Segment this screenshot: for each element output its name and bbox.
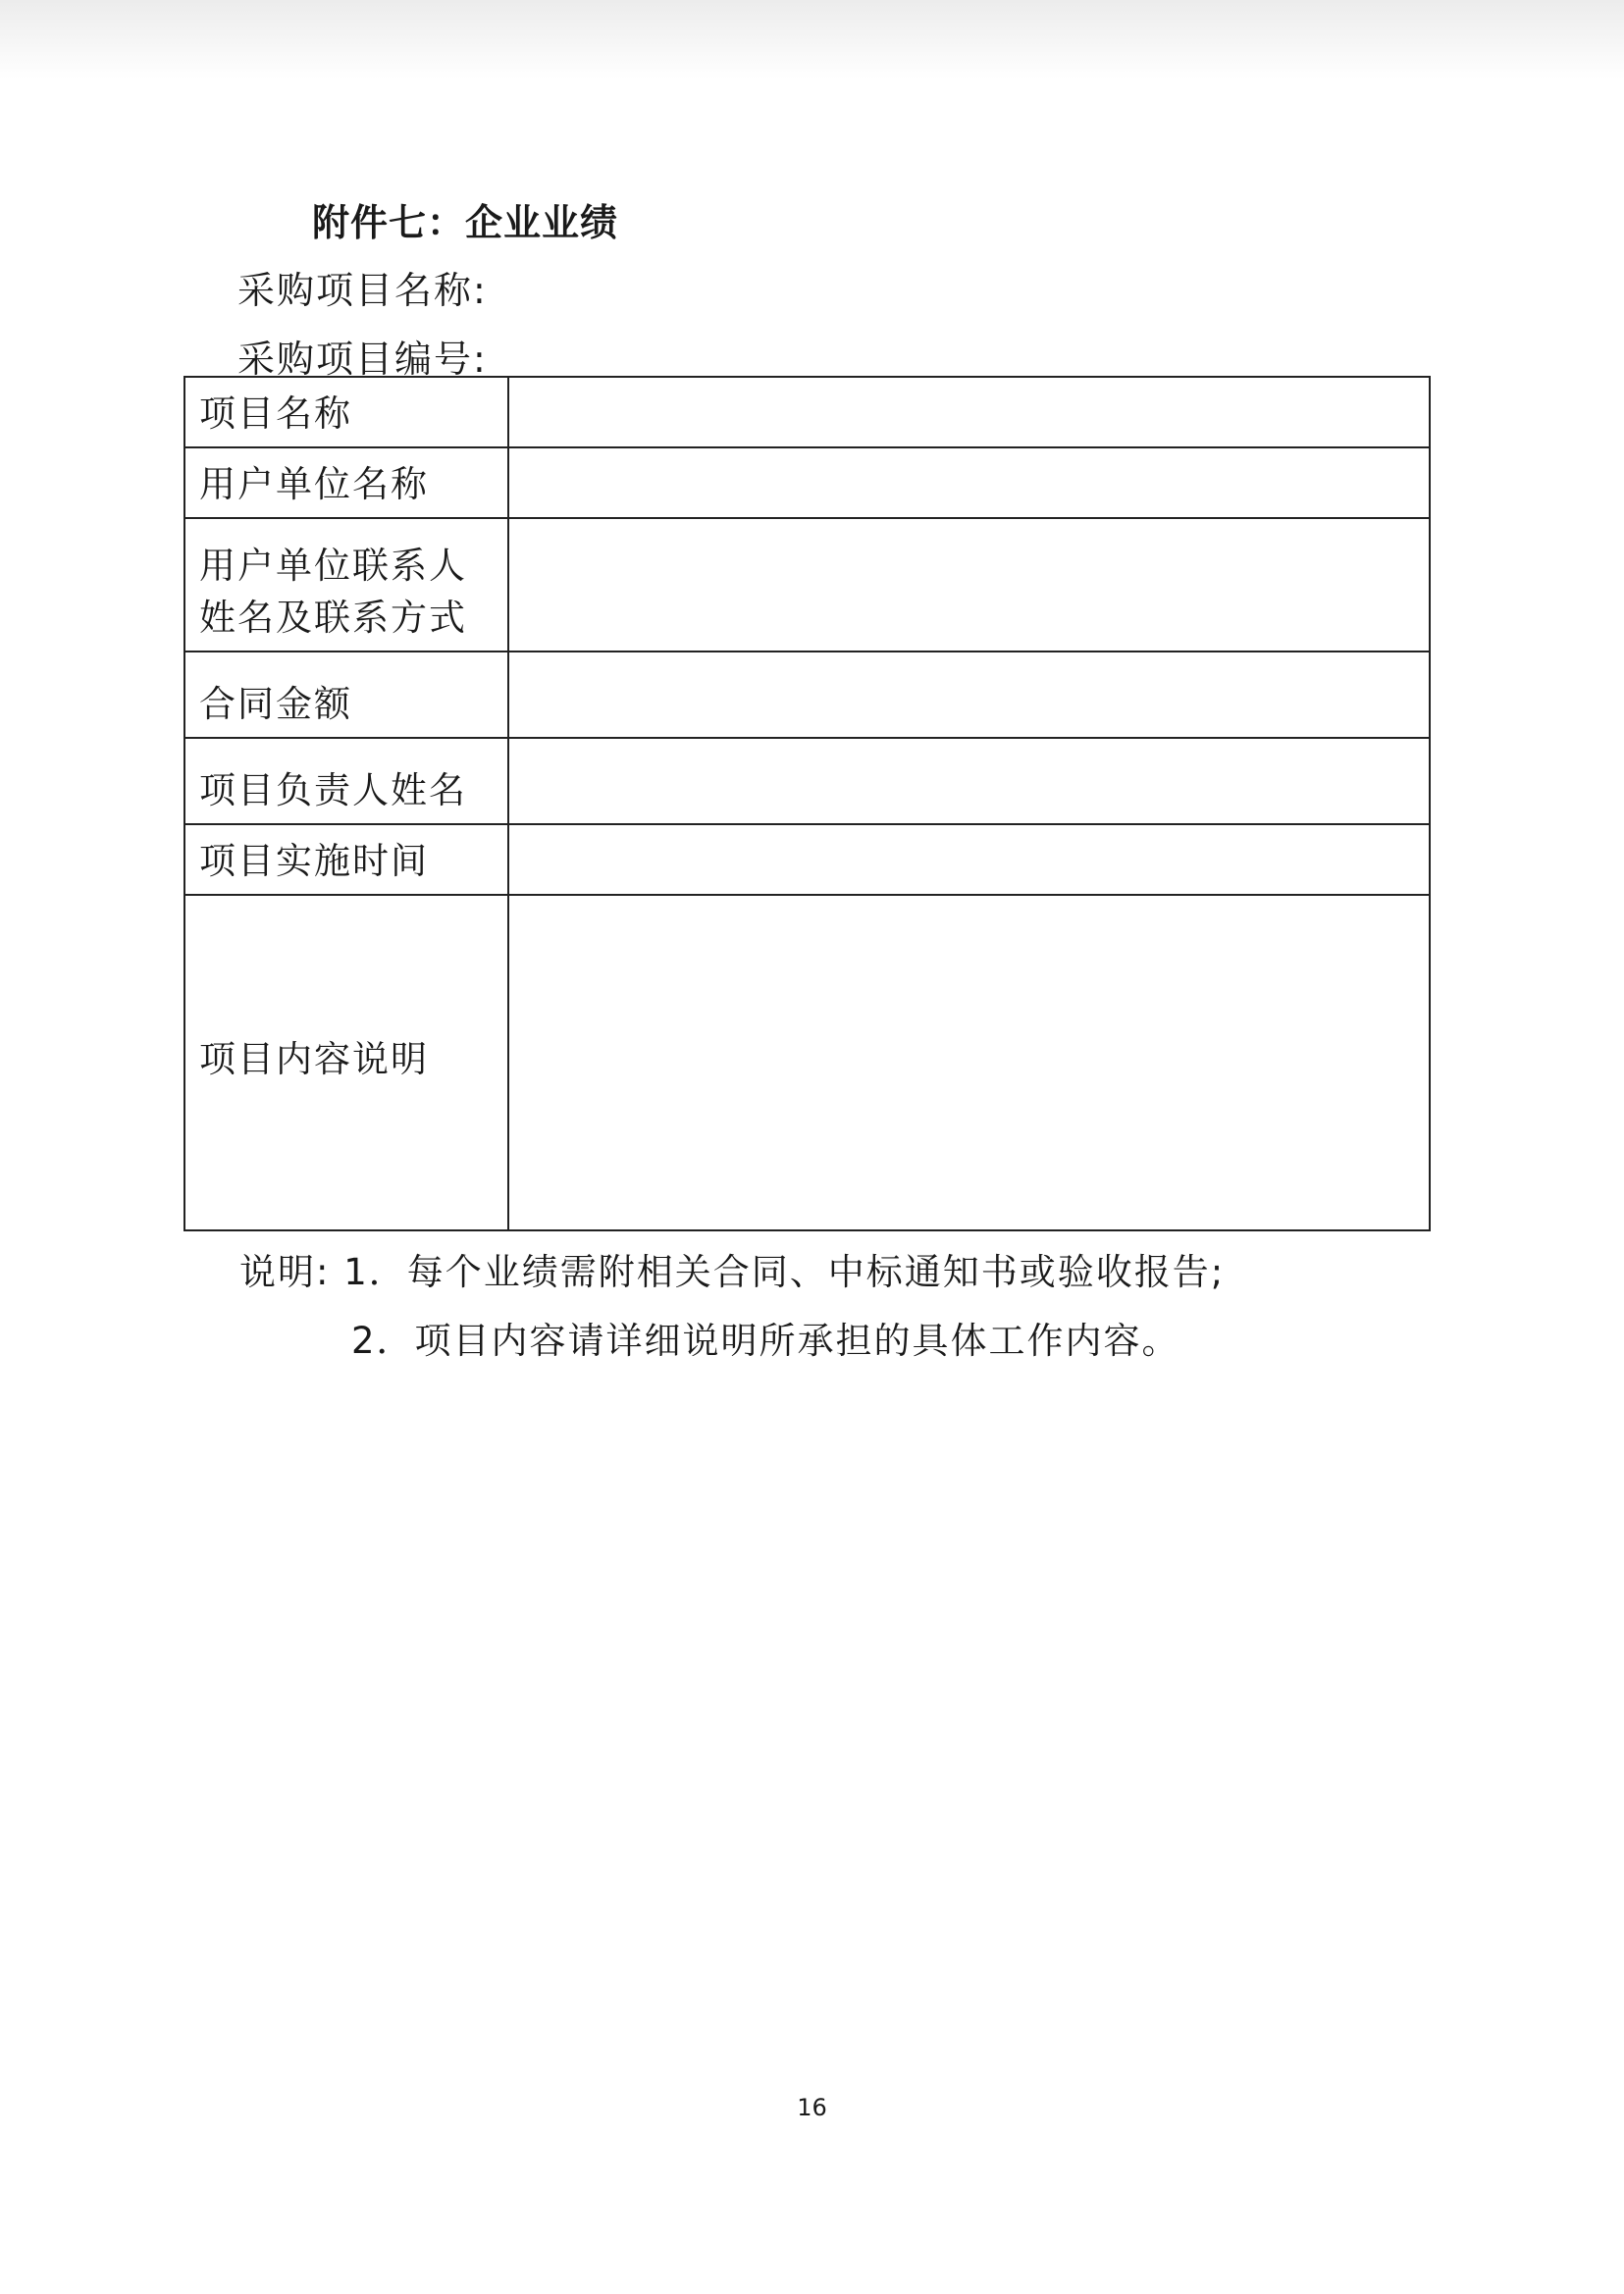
row-value-project-leader [508, 738, 1430, 824]
row-value-project-content [508, 895, 1430, 1230]
row-value-contract-amount [508, 652, 1430, 738]
procurement-code-label: 采购项目编号: [237, 338, 488, 381]
table-row [184, 824, 1430, 895]
note-line-1: 说明: 1．每个业绩需附相关合同、中标通知书或验收报告; [239, 1251, 1226, 1293]
table-row [184, 377, 1430, 447]
row-label-project-name: 项目名称 [184, 377, 508, 447]
performance-table [183, 376, 1431, 1231]
row-label-contract-amount: 合同金额 [184, 652, 508, 738]
page-number: 16 [797, 2094, 827, 2121]
table-row [184, 518, 1430, 652]
table-row [184, 447, 1430, 518]
table-row [184, 738, 1430, 824]
note-line-2: 2．项目内容请详细说明所承担的具体工作内容。 [351, 1320, 1180, 1362]
row-label-contact-line2: 姓名及联系方式 [199, 597, 467, 640]
row-value-user-unit [508, 447, 1430, 518]
row-label-implementation-time: 项目实施时间 [184, 824, 508, 895]
row-value-project-name [508, 377, 1430, 447]
row-value-contact [508, 518, 1430, 652]
row-label-contact [184, 518, 508, 652]
scan-shadow [0, 0, 1624, 78]
row-label-user-unit: 用户单位名称 [184, 447, 508, 518]
row-value-implementation-time [508, 824, 1430, 895]
row-label-project-leader: 项目负责人姓名 [184, 738, 508, 824]
row-label-project-content: 项目内容说明 [184, 895, 508, 1230]
procurement-name-label: 采购项目名称: [237, 269, 488, 312]
table-row [184, 652, 1430, 738]
attachment-title: 附件七：企业业绩 [312, 201, 619, 244]
table-row [184, 895, 1430, 1230]
row-label-contact-line1: 用户单位联系人 [199, 544, 467, 587]
